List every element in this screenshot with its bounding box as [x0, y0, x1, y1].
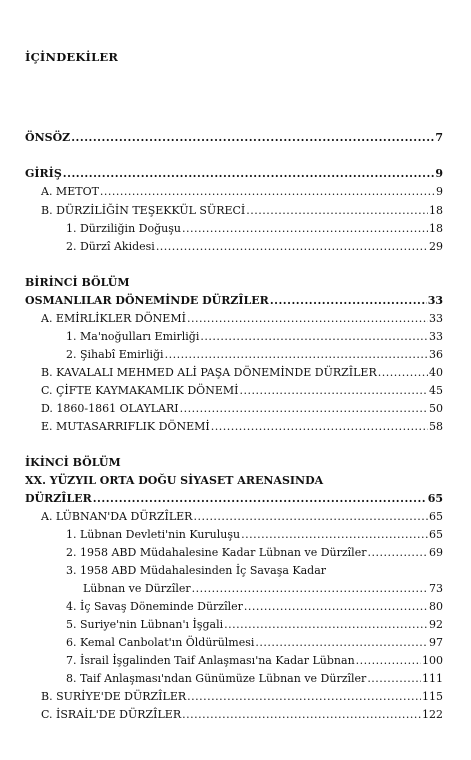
dot-leader: [378, 365, 428, 381]
toc-entry-title: D. 1860-1861 OLAYLARI: [41, 402, 179, 415]
dot-leader: [182, 707, 421, 723]
toc-entry: [41, 401, 443, 417]
dot-leader: [192, 581, 428, 597]
dot-leader: [156, 239, 428, 255]
toc-entry: [25, 491, 443, 507]
dot-leader: [187, 689, 421, 705]
toc-entry: [41, 689, 443, 705]
dot-leader: [270, 293, 427, 309]
toc-entry-title: 5. Suriye'nin Lübnan'ı İşgali: [66, 618, 224, 631]
toc-entry-page: 65: [427, 492, 443, 505]
toc-entry-title: 1. Dürziliğin Doğuşu: [66, 222, 181, 235]
toc-entry: [66, 239, 443, 255]
toc-entry-page: 97: [429, 636, 443, 649]
toc-entry-title: 7. İsrail İşgalinden Taif Anlaşması'na Kadar Lübnan: [66, 654, 355, 667]
toc-entry-page: 9: [435, 167, 443, 180]
toc-entry-title: C. ÇİFTE KAYMAKAMLIK DÖNEMİ: [41, 384, 239, 397]
toc-entry-title: B. SURİYE'DE DÜRZÎLER: [41, 690, 187, 703]
toc-entry: [66, 347, 443, 363]
dot-leader: [180, 401, 428, 417]
dot-leader: [211, 419, 428, 435]
toc-entry: [41, 383, 443, 399]
toc-entry-title: 8. Taif Anlaşması'ndan Günümüze Lübnan ve Dürzîler: [66, 672, 367, 685]
toc-entry-title: 1. Ma'noğulları Emirliği: [66, 330, 200, 343]
toc-entry-page: 50: [429, 402, 443, 415]
toc-entry: [41, 707, 443, 723]
toc-entry: [41, 203, 443, 219]
toc-entry-title: 2. 1958 ABD Müdahalesine Kadar Lübnan ve Dürzîler: [66, 546, 367, 559]
toc-entry-page: 33: [429, 312, 443, 325]
toc-entry-page: 100: [422, 654, 443, 667]
dot-leader: [93, 491, 427, 507]
toc-entry-title: A. METOT: [41, 185, 99, 198]
toc-entry-page: 9: [436, 185, 443, 198]
dot-leader: [244, 599, 428, 615]
toc-entry: [66, 617, 443, 633]
dot-leader: [182, 221, 428, 237]
dot-leader: [255, 635, 428, 651]
toc-entry-page: 58: [429, 420, 443, 433]
toc-entry: [66, 221, 443, 237]
toc-entry-page: 33: [427, 294, 443, 307]
toc-entry-title: B. DÜRZİLİĞİN TEŞEKKÜL SÜRECİ: [41, 204, 246, 217]
dot-leader: [239, 383, 428, 399]
dot-leader: [63, 166, 435, 182]
toc-entry-title: E. MUTASARRIFLIK DÖNEMİ: [41, 420, 210, 433]
toc-entry: [66, 527, 443, 543]
toc-entry: [41, 184, 443, 200]
dot-leader: [224, 617, 428, 633]
toc-entry: [66, 635, 443, 651]
toc-entry: [41, 311, 443, 327]
toc-entry: [25, 130, 443, 146]
toc-entry-title: C. İSRAİL'DE DÜRZÎLER: [41, 708, 182, 721]
toc-entry-page: 29: [429, 240, 443, 253]
dot-leader: [100, 184, 435, 200]
toc-entry: [66, 599, 443, 615]
toc-entry-title: 4. İç Savaş Döneminde Dürzîler: [66, 600, 243, 613]
toc-entry-title: 2. Dürzî Akidesi: [66, 240, 155, 253]
toc-entry-page: 45: [429, 384, 443, 397]
toc-entry-page: 18: [429, 204, 443, 217]
part-label: BİRİNCİ BÖLÜM: [25, 276, 130, 289]
toc-entry: [25, 166, 443, 182]
toc-entry-page: 33: [429, 330, 443, 343]
toc-entry-title: 6. Kemal Canbolat'ın Öldürülmesi: [66, 636, 255, 649]
toc-entry: [25, 293, 443, 309]
toc-entry-page: 40: [429, 366, 443, 379]
part-title: XX. YÜZYIL ORTA DOĞU SİYASET ARENASINDA: [25, 474, 324, 487]
dot-leader: [71, 130, 434, 146]
toc-entry: [66, 653, 443, 669]
toc-entry-title: 1. Lübnan Devleti'nin Kuruluşu: [66, 528, 241, 541]
dot-leader: [367, 671, 421, 687]
toc-entry: [66, 329, 443, 345]
dot-leader: [367, 545, 428, 561]
toc-entry-title: A. EMİRLİKLER DÖNEMİ: [41, 312, 186, 325]
toc-entry-title: ÖNSÖZ: [25, 131, 71, 144]
toc-entry-title: 3. 1958 ABD Müdahalesinden İç Savaşa Kadar: [66, 564, 327, 577]
toc-entry-page: 65: [429, 510, 443, 523]
part-label: İKİNCİ BÖLÜM: [25, 456, 121, 469]
toc-entry: [66, 671, 443, 687]
toc-entry-page: 115: [422, 690, 443, 703]
toc-entry-page: 36: [429, 348, 443, 361]
toc-entry-page: 73: [429, 582, 443, 595]
toc-entry: [83, 581, 443, 597]
toc-entry-title: OSMANLILAR DÖNEMİNDE DÜRZÎLER: [25, 294, 269, 307]
dot-leader: [187, 311, 428, 327]
toc-entry-title: DÜRZÎLER: [25, 492, 92, 505]
toc-entry-title: B. KAVALALI MEHMED ALİ PAŞA DÖNEMİNDE DÜRZÎLER: [41, 366, 377, 379]
toc-entry-title: 2. Şihabî Emirliği: [66, 348, 164, 361]
toc-entry-title: GİRİŞ: [25, 167, 62, 180]
toc-entry-page: 122: [422, 708, 443, 721]
toc-entry-page: 92: [429, 618, 443, 631]
toc-entry-title: Lübnan ve Dürzîler: [83, 582, 191, 595]
toc-entry: [41, 509, 443, 525]
toc-entry-page: 80: [429, 600, 443, 613]
toc-entry-page: 7: [435, 131, 443, 144]
dot-leader: [200, 329, 428, 345]
toc-entry: [41, 365, 443, 381]
toc-entry: [41, 419, 443, 435]
toc-entry-title: A. LÜBNAN'DA DÜRZÎLER: [41, 510, 193, 523]
dot-leader: [246, 203, 428, 219]
dot-leader: [241, 527, 428, 543]
toc-entry-page: 69: [429, 546, 443, 559]
dot-leader: [193, 509, 428, 525]
toc-entry-page: 65: [429, 528, 443, 541]
dot-leader: [356, 653, 421, 669]
toc-heading: İÇİNDEKİLER: [25, 50, 119, 64]
toc-entry-page: 111: [422, 672, 443, 685]
toc-entry: [66, 545, 443, 561]
dot-leader: [165, 347, 428, 363]
toc-entry-page: 18: [429, 222, 443, 235]
